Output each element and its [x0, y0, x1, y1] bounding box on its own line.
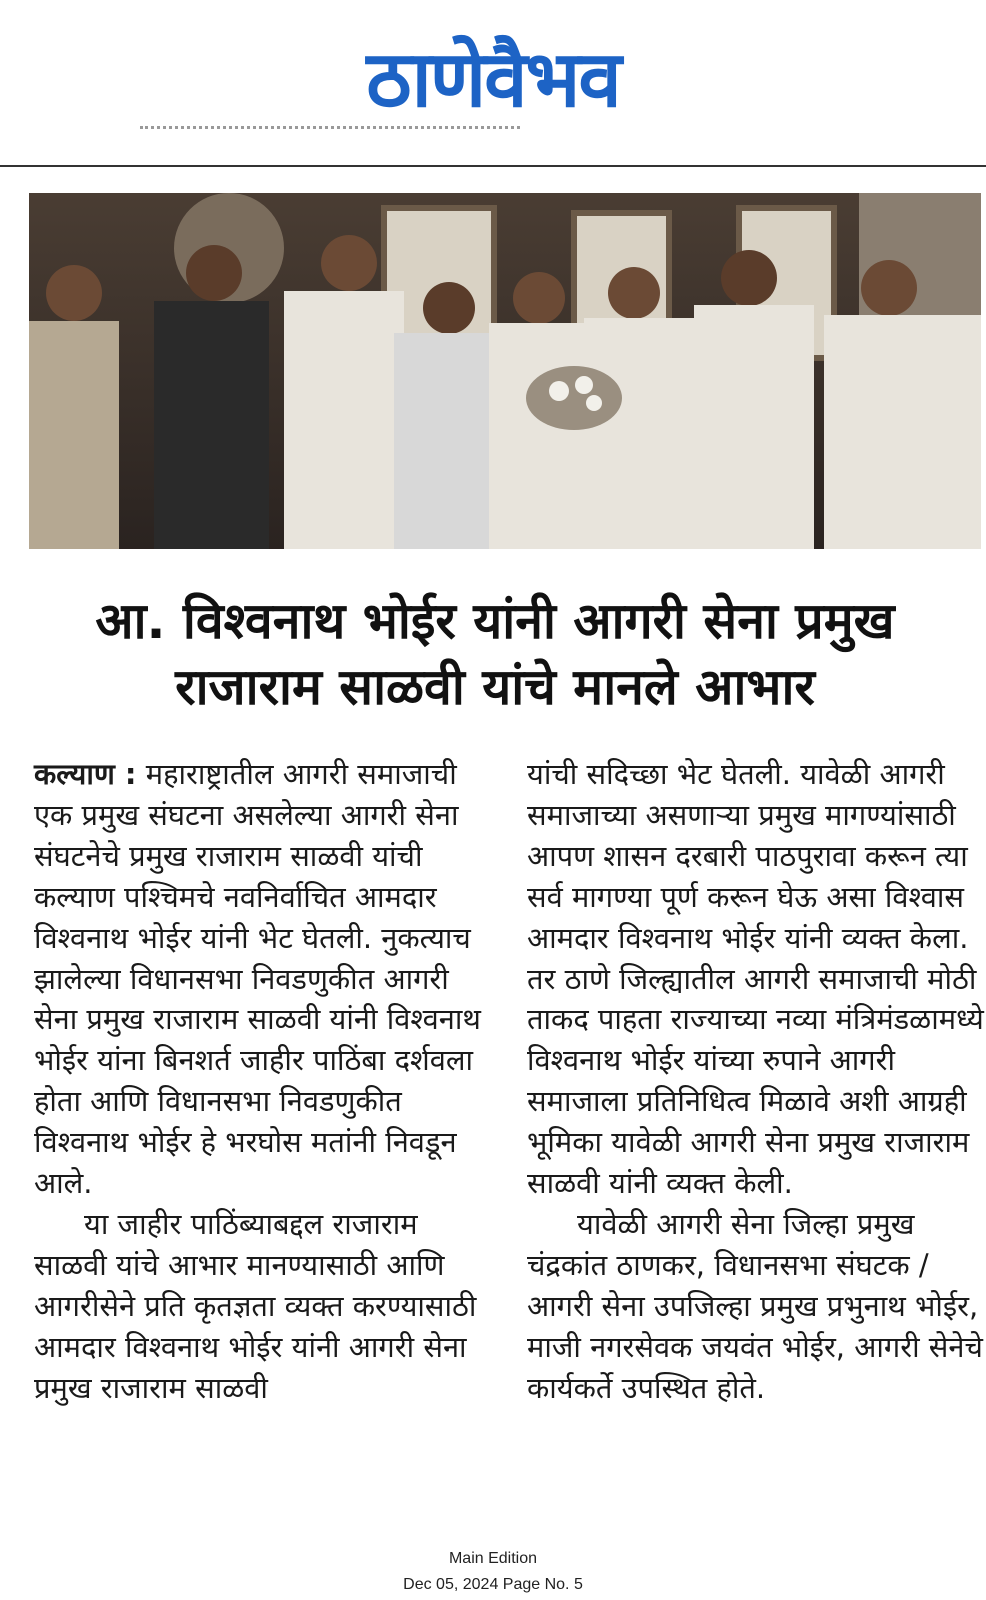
article-column-left — [34, 754, 494, 1409]
paragraph-3: यांची सदिच्छा भेट घेतली. यावेळी आगरी समाजाच्या असणाऱ्या प्रमुख मागण्यांसाठी आपण शासन दरबारी पाठपुरावा करून त्या सर्व मागण्या पूर्ण करून घेऊ असा विश्वास आमदार विश्वनाथ भोईर यांनी व्यक्त केला. तर ठाणे जिल्ह्यातील आगरी समाजाची मोठी ताकद पाहता राज्याच्या नव्या मंत्रिमंडळामध्ये विश्वनाथ भोईर यांच्या रुपाने आगरी समाजाला प्रतिनिधित्व मिळावे अशी आग्रही भूमिका यावेळी आगरी सेना प्रमुख राजाराम साळवी यांनी व्यक्त केली. — [527, 757, 984, 1201]
edition-label: Main Edition — [448, 1550, 538, 1567]
dateline: कल्याण : — [34, 757, 137, 791]
masthead-divider — [0, 165, 986, 167]
newspaper-logo: ठाणेवैभव — [366, 35, 620, 125]
article-headline — [20, 588, 970, 720]
headline-line-2: राजाराम साळवी यांचे मानले आभार — [175, 658, 815, 716]
group-photo-icon — [29, 193, 981, 549]
tagline-faded — [140, 126, 520, 139]
date-page-label: Dec 05, 2024 Page No. 5 — [403, 1576, 583, 1593]
paragraph-4: यावेळी आगरी सेना जिल्हा प्रमुख चंद्रकांत ठाणकर, विधानसभा संघटक / आगरी सेना उपजिल्हा प्रमुख प्रभुनाथ भोईर, माजी नगरसेवक जयवंत भोईर, आगरी सेनेचे कार्यकर्ते उपस्थित होते. — [527, 1206, 983, 1405]
page-footer — [0, 1546, 986, 1598]
paragraph-1 — [34, 754, 494, 1204]
article-photo — [29, 193, 981, 549]
masthead — [0, 0, 986, 166]
paragraph-2: या जाहीर पाठिंब्याबद्दल राजाराम साळवी यांचे आभार मानण्यासाठी आणि आगरीसेने प्रति कृतज्ञता व्यक्त करण्यासाठी आमदार विश्वनाथ भोईर यांनी आगरी सेना प्रमुख राजाराम साळवी — [34, 1206, 477, 1405]
article-column-right — [527, 754, 986, 1409]
paragraph-1-text: महाराष्ट्रातील आगरी समाजाची एक प्रमुख संघटना असलेल्या आगरी सेना संघटनेचे प्रमुख राजाराम साळवी यांची कल्याण पश्चिमचे नवनिर्वाचित आमदार विश्वनाथ भोईर यांनी भेट घेतली. नुकत्याच झालेल्या विधानसभा निवडणुकीत आगरी सेना प्रमुख राजाराम साळवी यांनी विश्वनाथ भोईर यांना बिनशर्त जाहीर पाठिंबा दर्शवला होता आणि विधानसभा निवडणुकीत विश्वनाथ भोईर हे भरघोस मतांनी निवडून आले. — [34, 757, 481, 1201]
headline-line-1: आ. विश्वनाथ भोईर यांनी आगरी सेना प्रमुख — [95, 592, 895, 650]
